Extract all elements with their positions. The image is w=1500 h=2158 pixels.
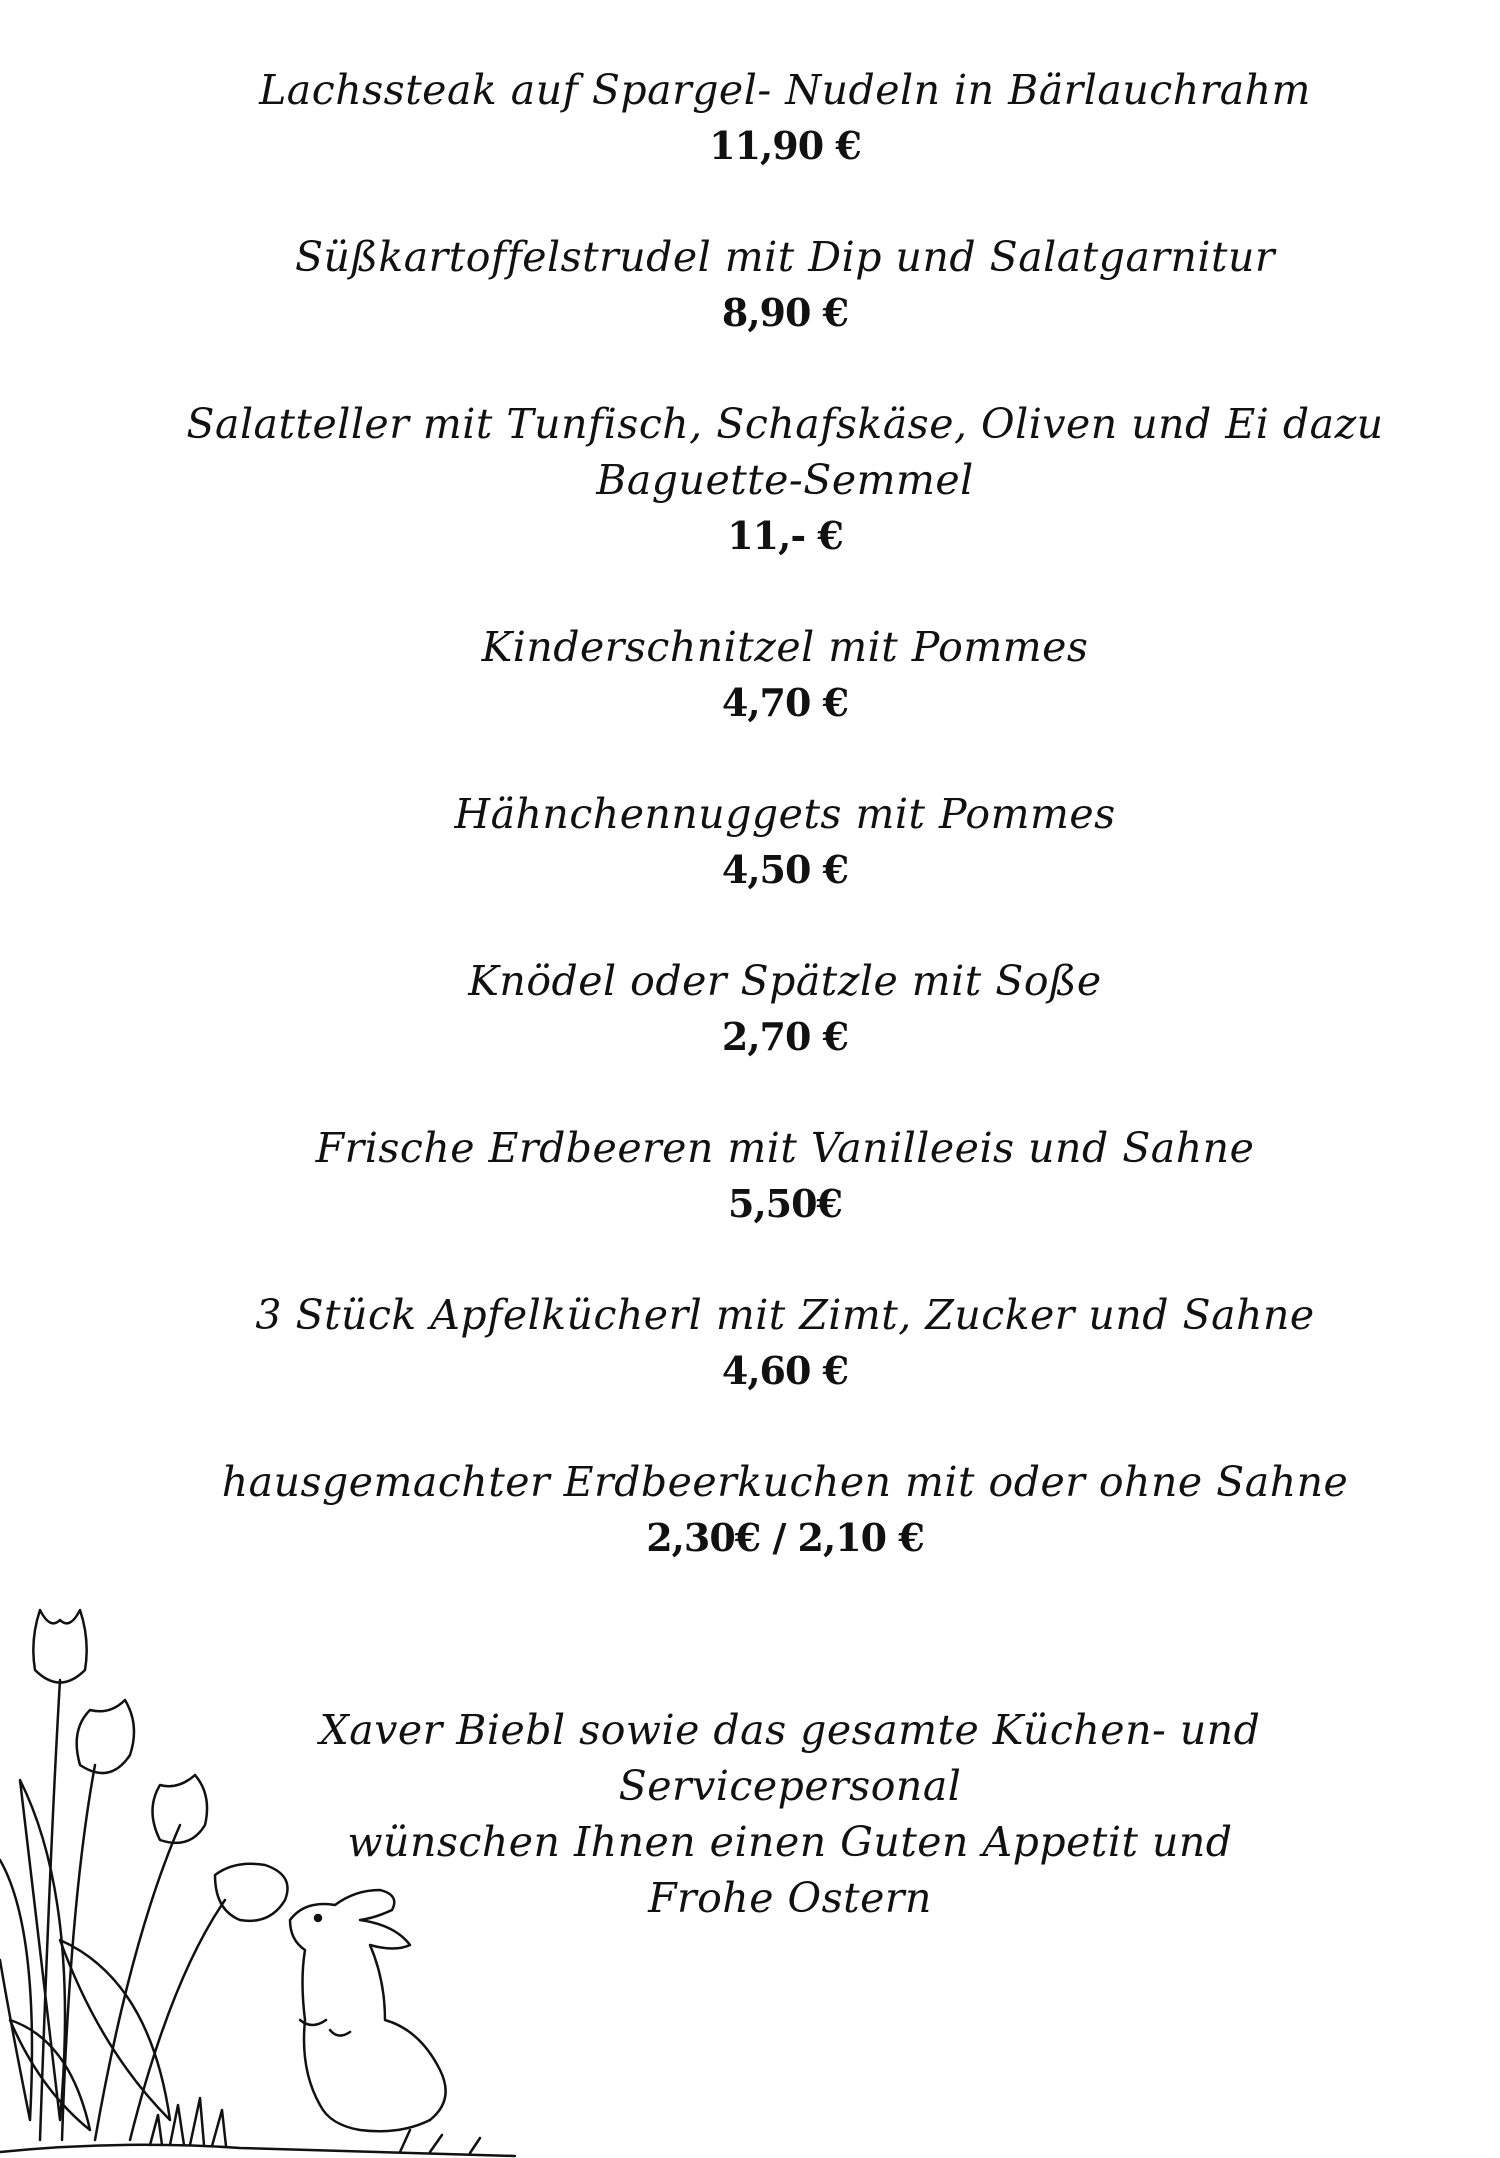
dish-price: 8,90 € xyxy=(721,290,849,335)
dish-price: 11,90 € xyxy=(709,123,861,168)
rabbit-icon xyxy=(290,1890,446,2131)
dish-price: 2,30€ / 2,10 € xyxy=(646,1515,924,1560)
dish-name: 3 Stück Apfelkücherl mit Zimt, Zucker und Sahne xyxy=(255,1291,1315,1339)
menu-item xyxy=(100,953,1470,1064)
tulip-icon xyxy=(215,1864,288,1921)
menu-item xyxy=(100,1287,1470,1398)
closing-line: Xaver Biebl sowie das gesamte Küchen- und Servicepersonal xyxy=(319,1706,1261,1810)
menu-item xyxy=(100,229,1470,340)
dish-name: Kinderschnitzel mit Pommes xyxy=(481,623,1089,671)
dish-price: 4,50 € xyxy=(721,847,849,892)
menu-list xyxy=(100,62,1470,1621)
menu-item xyxy=(100,619,1470,730)
tulip-stem xyxy=(95,1825,180,2140)
tulip-icon xyxy=(33,1610,86,1683)
dish-price: 11,- € xyxy=(727,513,843,558)
dish-name: Lachssteak auf Spargel- Nudeln in Bärlauchrahm xyxy=(259,66,1311,114)
dish-price: 4,60 € xyxy=(721,1348,849,1393)
tulips-and-rabbit-illustration xyxy=(0,1600,520,2158)
dish-price: 5,50€ xyxy=(728,1181,842,1226)
dish-price: 4,70 € xyxy=(721,680,849,725)
dish-price: 2,70 € xyxy=(721,1014,849,1059)
dish-name: Hähnchennuggets mit Pommes xyxy=(454,790,1116,838)
leaf-icon xyxy=(60,1940,170,2120)
rabbit-paw xyxy=(300,2020,350,2036)
closing-line: wünschen Ihnen einen Guten Appetit und xyxy=(347,1818,1233,1866)
dish-name: Süßkartoffelstrudel mit Dip und Salatgarnitur xyxy=(294,233,1276,281)
menu-item xyxy=(100,62,1470,173)
dish-name: Salatteller mit Tunfisch, Schafskäse, Oliven und Ei dazu Baguette-Semmel xyxy=(186,400,1384,504)
menu-item xyxy=(100,786,1470,897)
tulip-stem xyxy=(62,1765,95,2140)
tulip-icon xyxy=(77,1700,134,1773)
tulip-icon xyxy=(153,1775,208,1843)
closing-line: Frohe Ostern xyxy=(648,1874,932,1922)
menu-item xyxy=(100,396,1470,563)
dish-name: hausgemachter Erdbeerkuchen mit oder ohne Sahne xyxy=(221,1458,1349,1506)
dish-name: Frische Erdbeeren mit Vanilleeis und Sahne xyxy=(315,1124,1255,1172)
leaf-icon xyxy=(0,1860,32,2120)
menu-item xyxy=(100,1454,1470,1565)
rabbit-eye xyxy=(315,1915,321,1921)
dish-name: Knödel oder Spätzle mit Soße xyxy=(468,957,1102,1005)
ground-line xyxy=(0,2145,515,2156)
menu-item xyxy=(100,1120,1470,1231)
